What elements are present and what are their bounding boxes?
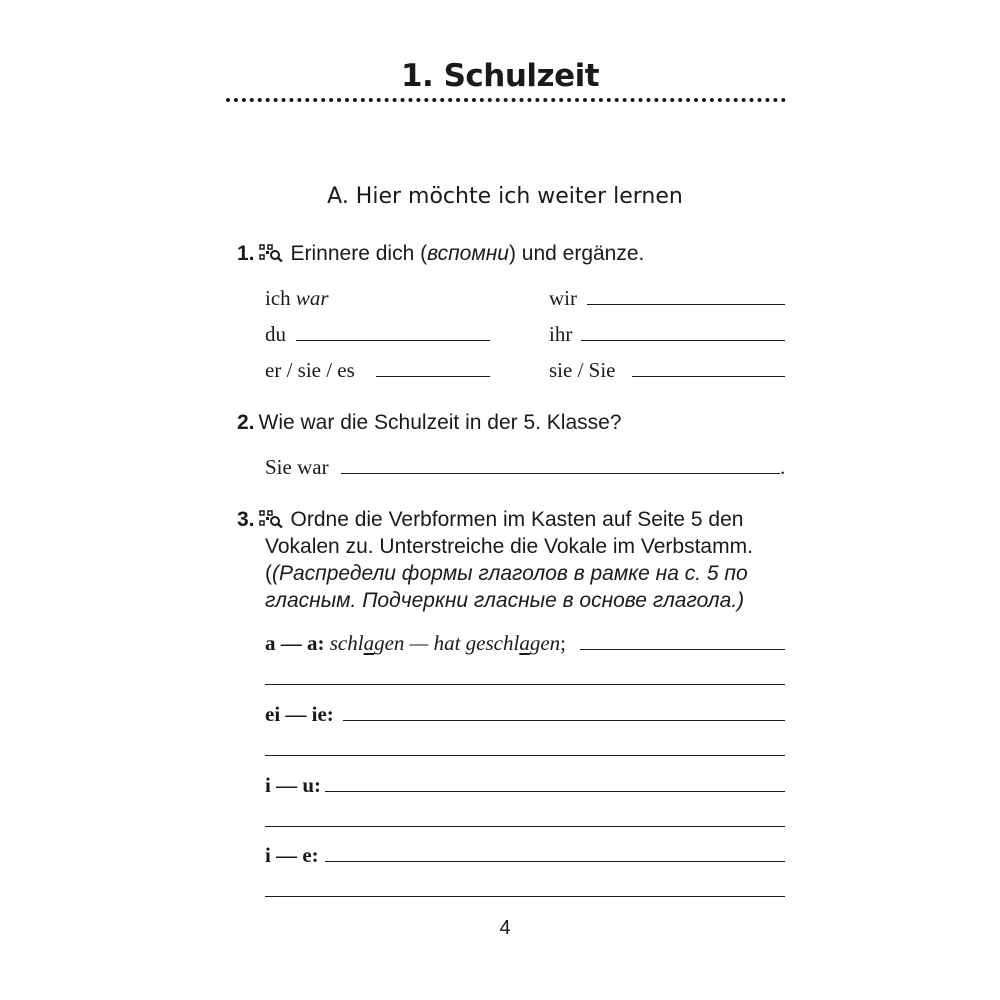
exercise-3-header (237, 506, 743, 533)
answer-line-er-sie-es[interactable] (376, 376, 490, 377)
exercise-3-instruction-line-1: Ordne die Verbformen im Kasten auf Seite 5 den (290, 508, 744, 531)
exercise-1-header (237, 240, 644, 267)
title-dotted-rule (226, 98, 786, 102)
answer-line-ei-ie-2[interactable] (265, 755, 785, 756)
example-verbs: schlagen — hat geschlagen (329, 631, 561, 655)
vowel-row-a-a: a — a: schlagen — hat geschlagen; (265, 631, 566, 655)
vowel-row-i-e (265, 843, 319, 868)
answer-line-i-u-2[interactable] (265, 826, 785, 827)
answer-line-a-a-1[interactable] (580, 649, 785, 650)
answer-line-sie-Sie[interactable] (632, 376, 785, 377)
conjugation-label-er-sie-es: er / sie / es (265, 358, 355, 382)
chapter-title: 1. Schulzeit (400, 58, 600, 94)
conjugation-label-sie-Sie: sie / Sie (549, 358, 616, 382)
answer-period: . (780, 455, 786, 479)
page-number: 4 (499, 917, 511, 939)
answer-line-a-a-2[interactable] (265, 684, 785, 685)
answer-line-i-e-1[interactable] (325, 861, 785, 862)
vowel-row-i-u (265, 773, 321, 798)
conjugation-row-ich: ich war (265, 286, 329, 310)
exercise-2-header (237, 409, 622, 436)
exercise-number: 2. (237, 411, 255, 434)
answer-line-i-e-2[interactable] (265, 896, 785, 897)
exercise-2-question: Wie war die Schulzeit in der 5. Klasse? (258, 411, 622, 434)
answer-prefix: Sie war (265, 455, 329, 479)
conjugation-label-wir: wir (549, 286, 577, 310)
answer-line-ihr[interactable] (581, 340, 785, 341)
vowel-row-ei-ie (265, 702, 334, 727)
answer-line-exercise-2[interactable] (341, 473, 780, 474)
exercise-3-instruction-russian-line-2: гласным. Подчеркни гласные в основе глагола.) (265, 589, 745, 612)
qr-search-icon (259, 510, 283, 528)
vowel-label: i — e: (265, 843, 319, 867)
exercise-3-instruction-line-2: Vokalen zu. Unterstreiche die Vokale im Verbstamm. (265, 535, 753, 558)
conjugation-label-ihr: ihr (549, 322, 573, 346)
answer-line-wir[interactable] (587, 304, 785, 305)
exercise-number: 1. (237, 242, 255, 265)
exercise-3-instruction-russian-line-1: ((Распредели формы глаголов в рамке на с. 5 по (265, 562, 748, 585)
section-heading: A. Hier möchte ich weiter lernen (327, 184, 683, 209)
answer-line-ei-ie-1[interactable] (343, 720, 785, 721)
vowel-label: ei — ie: (265, 702, 334, 726)
qr-search-icon (259, 244, 283, 262)
exercise-number: 3. (237, 508, 255, 531)
answer-line-du[interactable] (296, 340, 490, 341)
exercise-1-instruction: Erinnere dich (вспомни) und ergänze. (290, 242, 645, 265)
answer-line-i-u-1[interactable] (325, 791, 785, 792)
vowel-label: a — a: (265, 631, 325, 655)
conjugation-label-du: du (265, 322, 286, 346)
vowel-label: i — u: (265, 773, 322, 797)
